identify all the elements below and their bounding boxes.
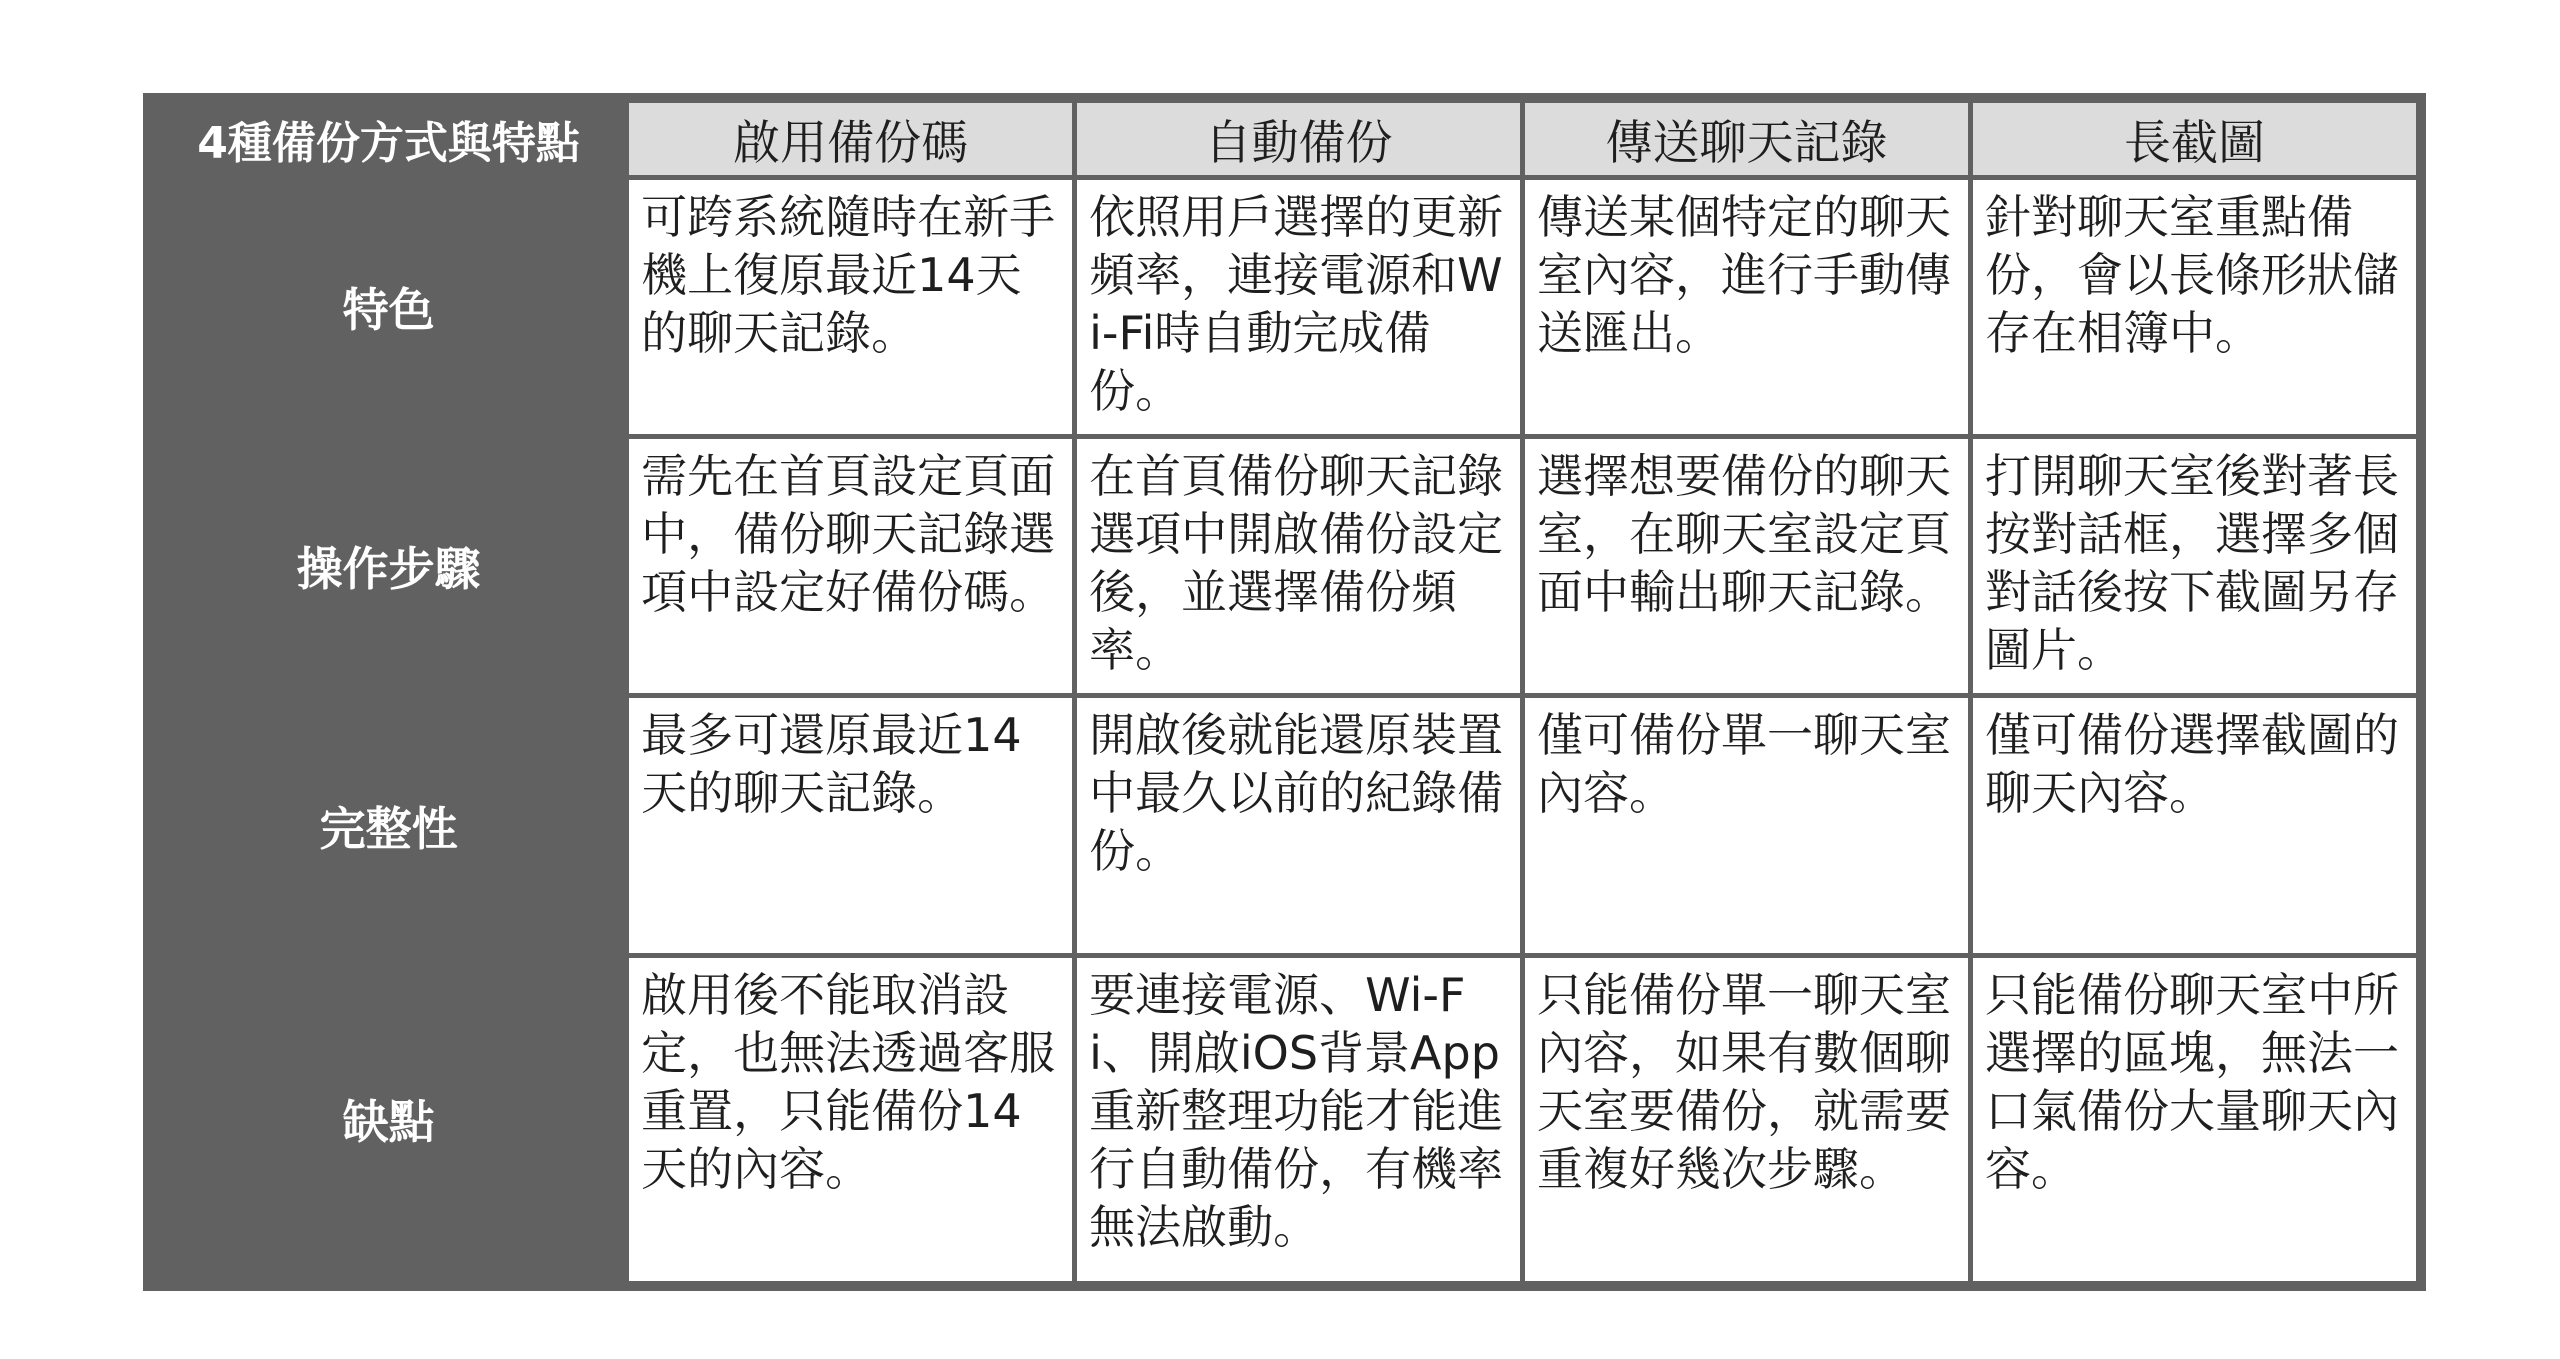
table-title: 4種備份方式與特點 (153, 103, 624, 175)
table-cell: 只能備份單一聊天室內容，如果有數個聊天室要備份，就需要重複好幾次步驟。 (1525, 958, 1968, 1281)
column-header-backup-code: 啟用備份碼 (629, 103, 1072, 175)
row-header-drawbacks: 缺點 (153, 958, 624, 1281)
table-cell: 啟用後不能取消設定，也無法透過客服重置，只能備份14天的內容。 (629, 958, 1072, 1281)
table-row (153, 958, 2416, 1281)
table-cell: 選擇想要備份的聊天室，在聊天室設定頁面中輸出聊天記錄。 (1525, 439, 1968, 693)
table-cell: 打開聊天室後對著長按對話框，選擇多個對話後按下截圖另存圖片。 (1973, 439, 2416, 693)
table-cell: 傳送某個特定的聊天室內容，進行手動傳送匯出。 (1525, 180, 1968, 434)
table-cell: 要連接電源、Wi-Fi、開啟iOS背景App重新整理功能才能進行自動備份，有機率無法啟動。 (1077, 958, 1520, 1281)
table-row (153, 180, 2416, 434)
table-row (153, 439, 2416, 693)
table-cell: 只能備份聊天室中所選擇的區塊，無法一口氣備份大量聊天內容。 (1973, 958, 2416, 1281)
table-cell: 依照用戶選擇的更新頻率，連接電源和Wi-Fi時自動完成備份。 (1077, 180, 1520, 434)
table-cell: 僅可備份選擇截圖的聊天內容。 (1973, 698, 2416, 952)
backup-methods-table (143, 93, 2426, 1291)
table-header-row (153, 103, 2416, 175)
column-header-auto-backup: 自動備份 (1077, 103, 1520, 175)
column-header-send-chat-history: 傳送聊天記錄 (1525, 103, 1968, 175)
table-cell: 開啟後就能還原裝置中最久以前的紀錄備份。 (1077, 698, 1520, 952)
column-header-long-screenshot: 長截圖 (1973, 103, 2416, 175)
row-header-steps: 操作步驟 (153, 439, 624, 693)
table-row (153, 698, 2416, 952)
table-cell: 最多可還原最近14天的聊天記錄。 (629, 698, 1072, 952)
row-header-completeness: 完整性 (153, 698, 624, 952)
table-cell: 需先在首頁設定頁面中，備份聊天記錄選項中設定好備份碼。 (629, 439, 1072, 693)
table-cell: 僅可備份單一聊天室內容。 (1525, 698, 1968, 952)
table-cell: 可跨系統隨時在新手機上復原最近14天的聊天記錄。 (629, 180, 1072, 434)
table-cell: 在首頁備份聊天記錄選項中開啟備份設定後，並選擇備份頻率。 (1077, 439, 1520, 693)
row-header-features: 特色 (153, 180, 624, 434)
table-cell: 針對聊天室重點備份，會以長條形狀儲存在相簿中。 (1973, 180, 2416, 434)
